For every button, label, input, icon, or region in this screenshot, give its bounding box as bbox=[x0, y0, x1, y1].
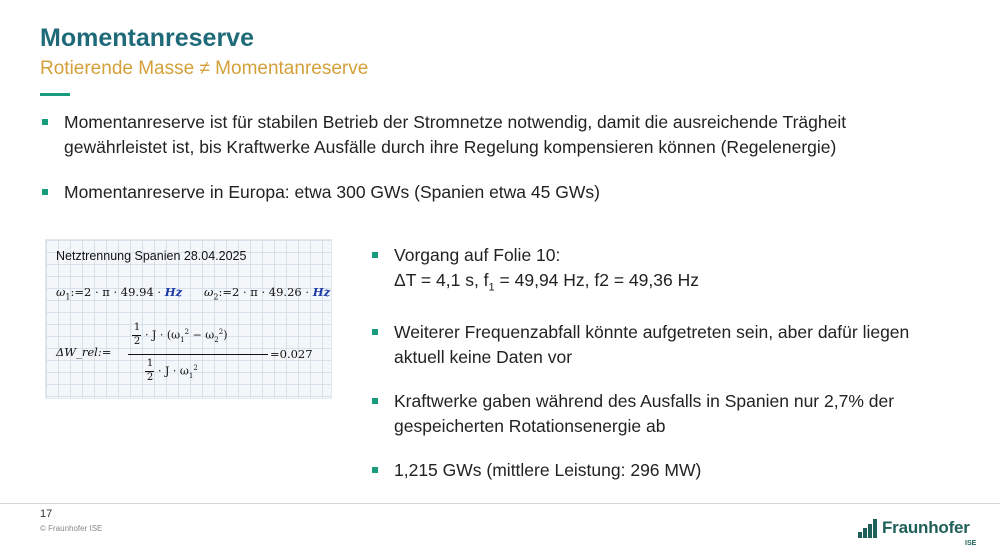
unit-hz: Hz bbox=[164, 285, 183, 299]
omega1-definition: $\omega_1:=2 \cdot \pi \cdot 49.94 \cdot Hz$ bbox=[56, 285, 183, 302]
unit-hz: Hz bbox=[312, 285, 331, 299]
bullet-item bbox=[372, 243, 972, 301]
bullet-item bbox=[42, 110, 962, 160]
bullet-item bbox=[372, 389, 972, 439]
top-bullet-list bbox=[42, 110, 962, 225]
logo-wordmark: Fraunhofer bbox=[882, 518, 970, 537]
bullet-text: ΔT = 4,1 s, $f_1 = 49,94$ Hz, f2 = 49,36 Hz bbox=[394, 270, 699, 294]
omega2-definition: $\omega_2:=2 \cdot \pi \cdot 49.26 \cdot Hz$ bbox=[204, 285, 331, 302]
bullet-text: Kraftwerke gaben während des Ausfalls in Spanien nur 2,7% der bbox=[394, 390, 895, 411]
math-calculation-panel bbox=[45, 239, 332, 399]
fraunhofer-logo-icon bbox=[858, 516, 880, 538]
bullet-text: aktuell keine Daten vor bbox=[394, 346, 573, 367]
delta-w-label: ΔW_rel:= bbox=[56, 345, 112, 359]
slide-title: Momentanreserve bbox=[40, 24, 254, 52]
bullet-item bbox=[372, 458, 972, 483]
bullet-text: Weiterer Frequenzabfall könnte aufgetreten sein, aber dafür liegen bbox=[394, 321, 910, 342]
bullet-text: Momentanreserve ist für stabilen Betrieb der Stromnetze notwendig, damit die ausreichende Trägheit bbox=[64, 112, 847, 132]
num-half-top: 1 bbox=[133, 322, 141, 333]
denominator-expression: · $J \cdot \omega_1^2$ bbox=[158, 364, 198, 380]
den-half-top: 1 bbox=[146, 358, 154, 369]
result-value: =0.027 bbox=[270, 347, 313, 361]
math-panel-title: Netztrennung Spanien 28.04.2025 bbox=[56, 249, 247, 263]
bullet-item bbox=[42, 180, 962, 205]
numerator-expression: · $J \cdot (\omega_1^2 - \omega_2^2)$ bbox=[145, 328, 228, 344]
bullet-text: Vorgang auf Folie 10: bbox=[394, 245, 561, 265]
slide-subtitle: Rotierende Masse ≠ Momentanreserve bbox=[40, 58, 369, 79]
bullet-text: Momentanreserve in Europa: etwa 300 GWs (Spanien etwa 45 GWs) bbox=[64, 182, 600, 202]
bullet-square-icon bbox=[372, 467, 378, 473]
page-number: 17 bbox=[40, 508, 53, 520]
bullet-text: gewährleistet ist, bis Kraftwerke Ausfälle durch ihre Regelung kompensieren können (Regelenergie) bbox=[64, 137, 837, 157]
bullet-text: 1,215 GWs (mittlere Leistung: 296 MW) bbox=[394, 459, 702, 480]
num-half-bottom: 2 bbox=[133, 336, 141, 347]
title-accent-bar bbox=[40, 93, 70, 96]
copyright-text: © Fraunhofer ISE bbox=[40, 524, 103, 533]
bullet-square-icon bbox=[372, 252, 378, 258]
logo-subtext: ISE bbox=[965, 540, 977, 547]
bullet-square-icon bbox=[372, 398, 378, 404]
main-fraction-bar bbox=[128, 354, 268, 355]
footer-divider bbox=[0, 503, 1000, 504]
bullet-item bbox=[372, 320, 972, 370]
bullet-square-icon bbox=[372, 329, 378, 335]
bullet-square-icon bbox=[42, 119, 48, 125]
bullet-text: gespeicherten Rotationsenergie ab bbox=[394, 415, 666, 436]
right-bullet-list bbox=[372, 243, 972, 502]
bullet-square-icon bbox=[42, 189, 48, 195]
den-half-bottom: 2 bbox=[146, 372, 154, 383]
